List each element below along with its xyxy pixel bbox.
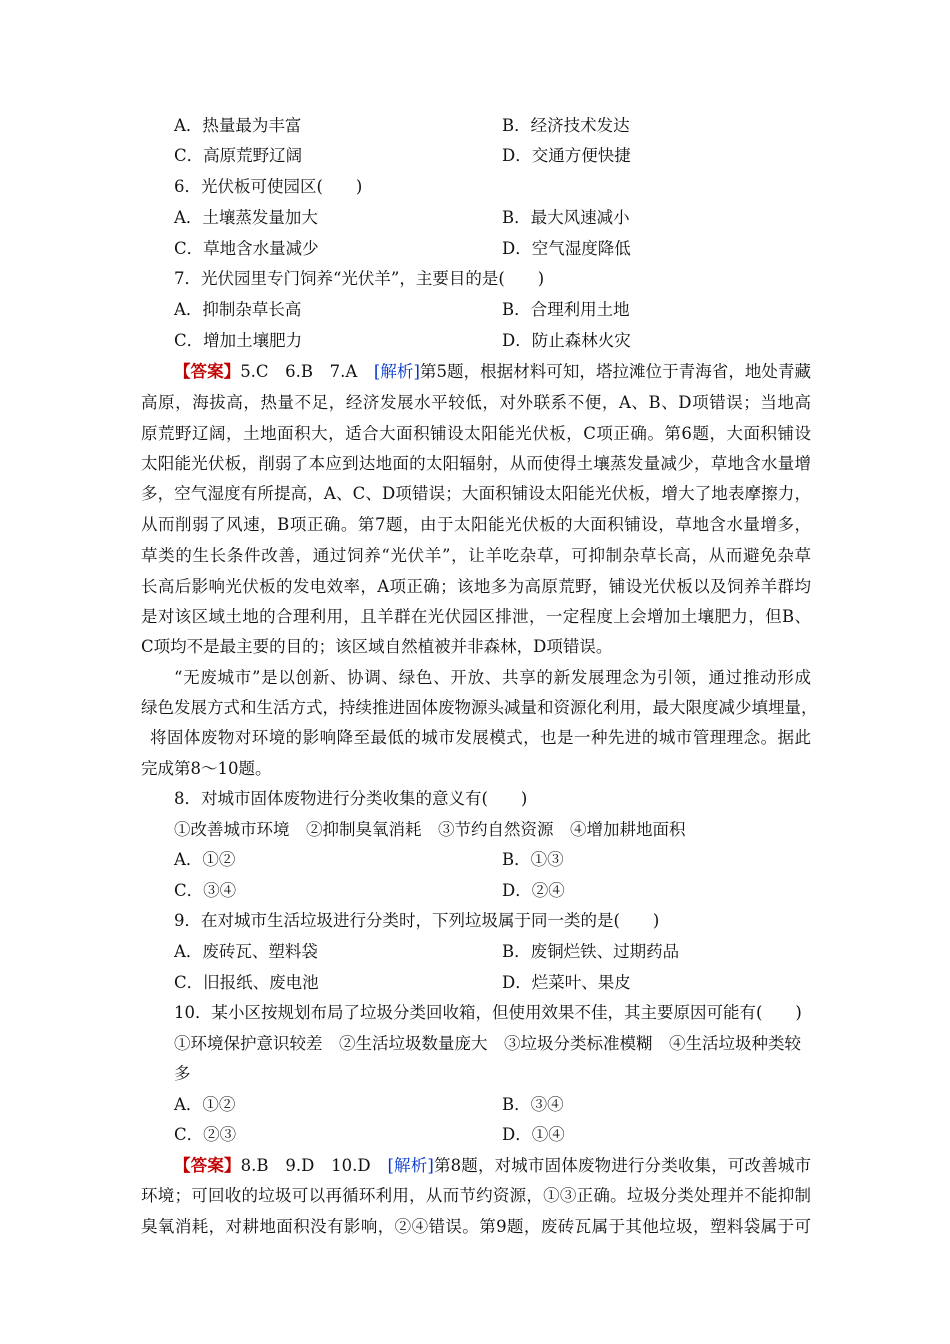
q7-option-a: A．抑制杂草长高 (174, 300, 302, 319)
q9-option-a: A．废砖瓦、塑料袋 (174, 942, 318, 961)
q10-stem: 10．某小区按规划布局了垃圾分类回收箱，但使用效果不佳，其主要原因可能有( ) (174, 1003, 802, 1022)
answer1-analysis-tag: [解析] (373, 362, 420, 381)
answer2-analysis-tag: [解析] (387, 1156, 434, 1175)
answer2-line-2: 臭氧消耗，对耕地面积没有影响，②④错误。第9题，废砖瓦属于其他垃圾，塑料袋属于可 (141, 1217, 811, 1236)
answer1-line-0: 第5题，根据材料可知，塔拉滩位于青海省，地处青藏 (419, 362, 812, 381)
q5-option-d: D．交通方便快捷 (502, 146, 631, 165)
answer1-line-1: 高原，海拔高，热量不足，经济发展水平较低，对外联系不便，A、B、D项错误；当地高 (141, 393, 811, 412)
q6-option-c: C．草地含水量减少 (174, 239, 319, 258)
answer2-first-line (174, 1156, 811, 1176)
q10-option-d: D．①④ (502, 1125, 565, 1144)
passage-line-3: 完成第8～10题。 (141, 759, 272, 778)
answer1-tag: 【答案】 (174, 362, 241, 381)
answer1-first-line (174, 362, 811, 382)
q10-option-a: A．①② (174, 1095, 236, 1114)
q5-option-a: A．热量最为丰富 (174, 116, 302, 135)
q6-option-a: A．土壤蒸发量加大 (174, 208, 318, 227)
answer1-answers: 5.C 6.B 7.A (240, 362, 374, 381)
q9-stem: 9．在对城市生活垃圾进行分类时，下列垃圾属于同一类的是( ) (174, 911, 660, 930)
q10-option-c: C．②③ (174, 1125, 237, 1144)
q10-items-line-0: ①环境保护意识较差 ②生活垃圾数量庞大 ③垃圾分类标准模糊 ④生活垃圾种类较 (174, 1034, 801, 1053)
answer1-line-7: 长高后影响光伏板的发电效率，A项正确；该地多为高原荒野，铺设光伏板以及饲养羊群均 (141, 577, 811, 596)
q8-option-d: D．②④ (502, 881, 565, 900)
passage-line-0: “无废城市”是以创新、协调、绿色、开放、共享的新发展理念为引领，通过推动形成 (174, 668, 811, 687)
q8-option-b: B．①③ (502, 850, 564, 869)
q8-items: ①改善城市环境 ②抑制臭氧消耗 ③节约自然资源 ④增加耕地面积 (174, 820, 686, 839)
q8-stem: 8．对城市固体废物进行分类收集的意义有( ) (174, 789, 528, 808)
q7-stem: 7．光伏园里专门饲养“光伏羊”，主要目的是( ) (174, 269, 545, 288)
answer1-line-5: 从而削弱了风速，B项正确。第7题，由于太阳能光伏板的大面积铺设，草地含水量增多， (141, 515, 811, 534)
q7-option-c: C．增加土壤肥力 (174, 331, 303, 350)
q8-option-a: A．①② (174, 850, 236, 869)
answer1-line-9: C项均不是最主要的目的；该区域自然植被并非森林，D项错误。 (141, 637, 613, 656)
answer2-line-1: 环境；可回收的垃圾可以再循环利用，从而节约资源，①③正确。垃圾分类处理并不能抑制 (141, 1186, 811, 1205)
q5-option-c: C．高原荒野辽阔 (174, 146, 303, 165)
q9-option-d: D．烂菜叶、果皮 (502, 973, 631, 992)
q9-option-c: C．旧报纸、废电池 (174, 973, 319, 992)
answer1-line-4: 多，空气湿度有所提高，A、C、D项错误；大面积铺设太阳能光伏板，增大了地表摩擦力， (141, 484, 811, 503)
q5-option-b: B．经济技术发达 (502, 116, 630, 135)
q8-option-c: C．③④ (174, 881, 237, 900)
q9-option-b: B．废铜烂铁、过期药品 (502, 942, 680, 961)
answer1-line-8: 是对该区域土地的合理利用，且羊群在光伏园区排泄，一定程度上会增加土壤肥力，但B、 (141, 607, 811, 626)
answer2-tag: 【答案】 (174, 1156, 241, 1175)
answer2-line-0: 第8题，对城市固体废物进行分类收集，可改善城市 (433, 1156, 812, 1175)
q10-items-line-1: 多 (174, 1064, 191, 1083)
q6-option-d: D．空气湿度降低 (502, 239, 631, 258)
answer1-line-3: 太阳能光伏板，削弱了本应到达地面的太阳辐射，从而使得土壤蒸发量减少，草地含水量增 (141, 454, 811, 473)
passage-line-1: 绿色发展方式和生活方式，持续推进固体废物源头减量和资源化利用，最大限度减少填埋量， (141, 698, 818, 717)
answer1-line-2: 原荒野辽阔，土地面积大，适合大面积铺设太阳能光伏板，C项正确。第6题，大面积铺设 (141, 424, 811, 443)
q7-option-b: B．合理利用土地 (502, 300, 630, 319)
q10-option-b: B．③④ (502, 1095, 564, 1114)
passage-line-2: 将固体废物对环境的影响降至最低的城市发展模式，也是一种先进的城市管理理念。据此 (150, 728, 811, 747)
q7-option-d: D．防止森林火灾 (502, 331, 631, 350)
answer2-answers: 8.B 9.D 10.D (240, 1156, 388, 1175)
q6-option-b: B．最大风速减小 (502, 208, 630, 227)
answer1-line-6: 草类的生长条件改善，通过饲养“光伏羊”，让羊吃杂草，可抑制杂草长高，从而避免杂草 (141, 546, 811, 565)
q6-stem: 6．光伏板可使园区( ) (174, 177, 363, 196)
